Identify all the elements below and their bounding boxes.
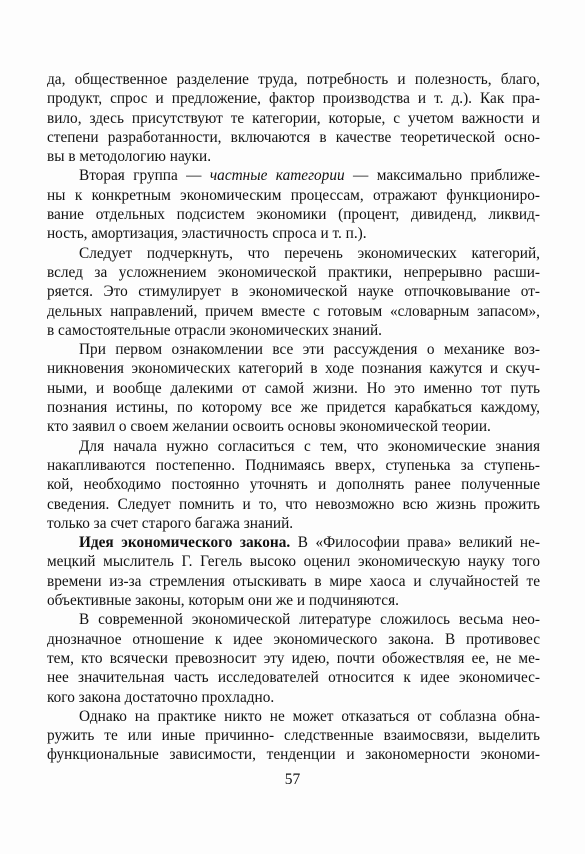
text-line: Однако на практике никто не может отказаться от соблазна обна-: [79, 707, 540, 725]
text-line: ными, и вообще далекими от самой жизни. Но это именно тот путь: [47, 379, 540, 397]
text-line: Следует подчеркнуть, что перечень экономических категорий,: [79, 244, 540, 262]
text-line: При первом ознакомлении все эти рассуждения о механике воз-: [79, 341, 540, 359]
text-line: никновения экономических категорий в ходе познания кажутся и скуч-: [47, 360, 540, 378]
text-line: продукт, спрос и предложение, фактор производства и т. д.). Как пра-: [47, 90, 540, 108]
text-line: вило, здесь присутствуют те категории, которые, с учетом важности и: [47, 109, 540, 127]
text-line: да, общественное разделение труда, потребность и полезность, благо,: [47, 71, 540, 88]
text-line: днозначное отношение к идее экономического закона. В противовес: [47, 630, 540, 648]
paragraph: [47, 70, 540, 166]
text-line: ряется. Это стимулирует в экономической науке отпочковывание от-: [47, 283, 540, 301]
text-line: времени из-за стремления отыскивать в мире хаоса и случайностей те: [47, 572, 540, 590]
paragraph: [47, 610, 540, 706]
text-line: вы в методологию науки.: [47, 148, 212, 166]
text-line: только за счет старого багажа знаний.: [47, 514, 294, 532]
paragraph: [47, 437, 540, 533]
section-heading: Идея экономического закона.: [79, 534, 291, 552]
text-line: функциональные зависимости, тенденции и закономерности экономи-: [47, 746, 540, 764]
text-line: нее значительная часть исследователей относится к идее экономичес-: [47, 669, 540, 687]
text-line: Вторая группа — частные категории — максимально приближе-: [79, 167, 540, 185]
text-line: степени разработанности, включаются в качестве теоретической осно-: [47, 128, 540, 146]
text-line: вслед за усложнением экономической практики, непрерывно расши-: [47, 263, 540, 281]
paragraph: [47, 166, 540, 243]
text-line: кой, необходимо постоянно уточнять и дополнять ранее полученные: [47, 476, 540, 494]
text-line: познания истины, по которому все же придется карабкаться каждому,: [47, 399, 540, 417]
text-line: мецкий мыслитель Г. Гегель высоко оценил экономическую науку того: [47, 553, 540, 571]
text-line: В современной экономической литературе сложилось весьма нео-: [79, 611, 540, 629]
text-line: кого закона достаточно прохладно.: [47, 688, 275, 706]
text-line: ность, амортизация, эластичность спроса и т. п.).: [47, 225, 367, 243]
paragraph: [47, 340, 540, 436]
text-line: сведения. Следует помнить и то, что невозможно всю жизнь прожить: [47, 495, 540, 513]
text-line: Идея экономического закона. В «Философии права» великий не-: [79, 534, 540, 552]
text-line: тем, кто всячески превозносит эту идею, почти обожествляя ее, не ме-: [47, 649, 540, 667]
text-line: ны к конкретным экономическим процессам, отражают функциониро-: [47, 186, 540, 204]
body-text: [47, 70, 540, 765]
text-line: ружить те или иные причинно- следственные взаимосвязи, выделить: [47, 727, 540, 745]
italic-term: частные категории: [209, 167, 345, 185]
text-line: вание отдельных подсистем экономики (процент, дивиденд, ликвид-: [47, 206, 540, 224]
paragraph: [47, 533, 540, 610]
paragraph: [47, 244, 540, 340]
text-line: кто заявил о своем желании освоить основы экономической теории.: [47, 418, 491, 436]
page-number: 57: [284, 771, 301, 788]
text-line: в самостоятельные отрасли экономических знаний.: [47, 321, 382, 339]
paragraph: [47, 707, 540, 765]
text-line: накапливаются постепенно. Поднимаясь вверх, ступенька за ступень-: [47, 456, 540, 474]
text-line: объективные законы, которым они же и подчиняются.: [47, 592, 399, 610]
text-line: Для начала нужно согласиться с тем, что экономические знания: [79, 437, 540, 455]
text-line: дельных направлений, причем вместе с готовым «словарным запасом»,: [47, 302, 540, 320]
